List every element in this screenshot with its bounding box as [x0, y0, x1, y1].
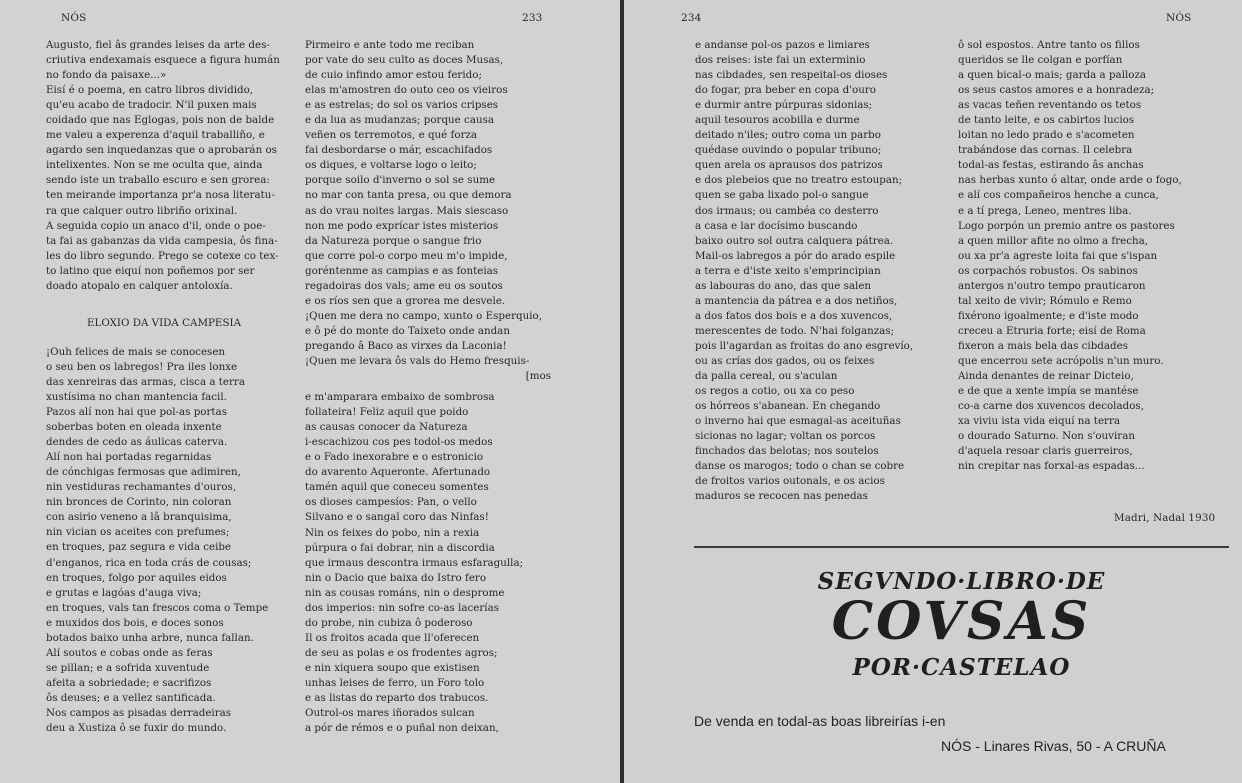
text-line: Outrol-os mares iñorados sulcan — [305, 707, 475, 720]
text-line: afeita a sobriedade; e sacrifizos — [46, 676, 212, 689]
text-line: do probe, nin cubiza ô poderoso — [305, 616, 473, 629]
text-line: qu'eu acabo de tradocir. N'il puxen mais — [46, 99, 257, 112]
text-line: loitan no ledo prado e s'acometen — [958, 129, 1135, 142]
text-line: as causas conocer da Natureza — [305, 421, 468, 434]
right-page — [624, 0, 1242, 783]
text-line: dos imperios: nin sofre co-as lacerías — [305, 601, 500, 614]
text-line: nas cibdades, sen respeital-os dioses — [695, 69, 888, 82]
text-line: Nos campos as pisadas derradeiras — [46, 706, 232, 719]
text-line: e dos plebeios que no treatro estoupan; — [695, 174, 903, 187]
text-line: creceu a Etruria forte; eisí de Roma — [958, 324, 1146, 337]
text-line: dos reises: iste fai un exterminio — [695, 54, 866, 67]
page-number: 234 — [681, 12, 702, 24]
text-line: do fogar, pra beber en copa d'ouro — [695, 84, 876, 97]
text-line: se pillan; e a sofrida xuventude — [46, 661, 210, 674]
text-line: trabándose das cornas. Il celebra — [958, 144, 1133, 157]
text-line: quédase ouvindo o popular tribuno; — [695, 144, 882, 157]
text-line: elas m'amostren do outo ceo os vieiros — [305, 84, 508, 97]
text-line: os diques, e voltarse logo o leito; — [305, 159, 477, 172]
book-advertisement — [694, 568, 1229, 698]
text-line: que irmaus descontra irmaus esfaragulla; — [305, 556, 524, 569]
text-line: deitado n'iles; outro coma un parbo — [695, 129, 881, 142]
text-line: todal-as festas, estirando âs anchas — [958, 159, 1144, 172]
poem-block — [305, 390, 555, 736]
text-line: os hórreos s'abanean. En chegando — [695, 400, 881, 413]
text-line: de cuio infindo amor estou ferido; — [305, 69, 482, 82]
text-column-2 — [305, 38, 555, 736]
text-line: e durmir antre púrpuras sidonias; — [695, 99, 873, 112]
text-line: porque soilo d'inverno o sol se sume — [305, 174, 496, 187]
text-line: coidado que nas Eglogas, pois non de balde — [46, 114, 275, 127]
text-line: sicionas no lagar; voltan os porcos — [695, 430, 876, 443]
signature-dateline: Madri, Nadal 1930 — [1114, 512, 1216, 524]
text-line: i-escachizou cos pes todol-os medos — [305, 436, 493, 449]
text-line: A seguida copio un anaco d'il, onde o poe- — [46, 219, 266, 232]
text-line: nin vestiduras rechamantes d'ouros, — [46, 481, 237, 494]
text-line: Alí soutos e cobas onde as feras — [46, 646, 213, 659]
text-line: ¡Ouh felices de mais se conocesen — [46, 345, 226, 358]
text-line: follateira! Feliz aquil que poido — [305, 406, 469, 419]
ad-title-author: POR·CASTELAO — [852, 654, 1071, 681]
ad-title-main: COVSAS — [831, 591, 1092, 652]
text-column-2 — [958, 38, 1220, 474]
text-line: púrpura o fai dobrar, nin a discordia — [305, 541, 495, 554]
text-line: e andanse pol-os pazos e limiares — [695, 39, 870, 51]
text-line: pois ll'agardan as froitas do ano esgrevío, — [695, 339, 914, 352]
text-line: deu a Xustiza ô se fuxir do mundo. — [46, 722, 227, 735]
text-column-1 — [695, 38, 965, 504]
text-line: ra que calquer outro libriño orixinal. — [46, 204, 238, 217]
text-line: tal xeito de vivir; Rómulo e Remo — [958, 294, 1132, 307]
text-line: as labouras do ano, das que salen — [695, 279, 872, 292]
text-line: xa viviu ista vida eiquí na terra — [958, 415, 1121, 428]
text-line: e o Fado inexorabre e o estronicio — [305, 451, 484, 464]
text-line: a dos fatos dos bois e a dos xuvencos, — [695, 309, 893, 322]
text-line: Augusto, fiel âs grandes leises da arte des- — [46, 39, 270, 51]
text-line: tamén aquil que coneceu somentes — [305, 481, 489, 494]
text-line: de tanto leite, e os cabirtos lucios — [958, 114, 1135, 127]
running-header: NÓS — [61, 12, 87, 24]
text-line: nin vician os aceites con prefumes; — [46, 526, 230, 539]
text-line: os regos a cotio, ou xa co peso — [695, 385, 855, 398]
text-line: finchados das belotas; nos soutelos — [695, 445, 879, 458]
text-line: por vate do seu culto as doces Musas, — [305, 54, 504, 67]
text-line: quen se gaba lixado pol-o sangue — [695, 189, 869, 202]
text-line: nin o Dacio que baixa do Istro fero — [305, 571, 487, 584]
text-line: e os ríos sen que a grorea me desvele. — [305, 294, 506, 307]
text-line: en troques, vals tan frescos coma o Tempe — [46, 601, 269, 614]
text-line: e da lua as mudanzas; porque causa — [305, 114, 495, 127]
text-line: ou xa pr'a agreste loita fai que s'ispan — [958, 249, 1158, 262]
text-line: merescentes de todo. N'hai folganzas; — [695, 324, 895, 337]
text-line: d'enganos, rica en toda crás de cousas; — [46, 556, 252, 569]
text-line: xustísima no chan mantencia facil. — [46, 390, 227, 403]
text-line: nin bronces de Corinto, nin coloran — [46, 496, 232, 509]
text-line: a quen millor afite no olmo a frecha, — [958, 234, 1149, 247]
text-line: queridos se lle colgan e porfían — [958, 54, 1123, 67]
text-line: a quen bical-o mais; garda a palloza — [958, 69, 1147, 82]
text-line: e m'amparara embaixo de sombrosa — [305, 391, 495, 404]
text-line: fixeron a mais bela das cibdades — [958, 339, 1128, 352]
text-column-1 — [46, 38, 292, 736]
text-line: Pirmeiro e ante todo me reciban — [305, 39, 475, 51]
text-line: criutiva endexamais esquece a figura humán — [46, 54, 280, 67]
text-line: en troques, paz segura e vida ceibe — [46, 541, 232, 554]
text-line: Logo porpón un premio antre os pastores — [958, 219, 1175, 232]
text-line: ou as crías dos gados, ou os feixes — [695, 354, 875, 367]
text-line: intelixentes. Non se me oculta que, ainda — [46, 159, 263, 172]
ad-sale-text: De venda en todal-as boas libreirías i-en — [694, 713, 946, 729]
section-title: ELOXIO DA VIDA CAMPESIA — [86, 316, 242, 329]
text-line: e grutas e lagóas d'auga viva; — [46, 586, 202, 599]
text-line: regadoiras dos vals; ame eu os soutos — [305, 279, 503, 292]
text-line: Pazos alí non hai que pol-as portas — [46, 406, 227, 419]
text-line: que encerrou sete acrópolis n'un muro. — [958, 354, 1164, 367]
text-line: dos irmaus; ou cambéa co desterro — [695, 204, 879, 217]
text-line: no fondo da paisaxe...» — [46, 69, 167, 82]
text-line: doado atopalo en calquer antoloxía. — [46, 279, 233, 292]
text-line: Silvano e o sangal coro das Ninfas! — [305, 511, 489, 524]
text-line: as vacas teñen reventando os tetos — [958, 99, 1142, 112]
text-line: sendo iste un traballo escuro e sen grorea: — [46, 174, 270, 187]
text-line: o seu ben os labregos! Pra iles lonxe — [46, 360, 238, 373]
text-line: da Natureza porque o sangue frio — [305, 234, 482, 247]
text-line: Ainda denantes de reinar Dicteio, — [958, 370, 1134, 383]
text-line: e de que a xente impía se mantése — [958, 385, 1139, 398]
text-line: non me podo exprícar istes misterios — [305, 219, 499, 232]
text-line: de seu as polas e os frodentes agros; — [305, 646, 498, 659]
text-line: que corre pol-o corpo meu m'o impide, — [305, 249, 508, 262]
text-line: os seus castos amores e a honradeza; — [958, 84, 1155, 97]
text-line: danse os marogos; todo o chan se cobre — [695, 460, 905, 473]
text-line: maduros se recocen nas penedas — [695, 490, 868, 503]
text-line: botados baixo unha arbre, nunca fallan. — [46, 631, 254, 644]
text-line: dendes de cedo as áulicas caterva. — [46, 436, 228, 449]
text-line: as do vrau noites largas. Mais siescaso — [305, 204, 509, 217]
text-line: ¡Quen me levara ôs vals do Hemo fresquis- — [305, 354, 530, 367]
text-line: e as listas do reparto dos trabucos. — [305, 692, 489, 705]
text-line: da palla cereal, ou s'aculan — [695, 370, 838, 383]
text-line: unhas leises de ferro, un Foro tolo — [305, 676, 485, 689]
text-line: a casa e lar docísimo buscando — [695, 219, 858, 232]
text-line: aquil tesouros acobilla e durme — [695, 114, 860, 127]
text-line: o inverno hai que esmagal-as aceituñas — [695, 415, 901, 428]
text-line: no mar con tanta presa, ou que demora — [305, 189, 512, 202]
text-line: goréntenme as campias e as fonteias — [305, 264, 499, 277]
line-continuation: [mos — [525, 370, 551, 383]
text-line: das xenreiras das armas, cisca a terra — [46, 375, 245, 388]
text-line: ¡Quen me dera no campo, xunto o Esperquio, — [305, 309, 543, 322]
text-line: en troques, folgo por aquiles eidos — [46, 571, 227, 584]
text-line: fai desbordarse o már, escachifados — [305, 144, 493, 157]
text-line: de froitos varios outonals, e os acios — [695, 475, 885, 488]
text-line: do avarento Aqueronte. Afertunado — [305, 466, 491, 479]
text-line: agardo sen inquedanzas que o aprobarán os — [46, 144, 277, 157]
text-line: antergos n'outro tempo prauticaron — [958, 279, 1146, 292]
left-page — [0, 0, 620, 783]
page-number: 233 — [522, 12, 543, 24]
text-line: fixérono igoalmente; e d'iste modo — [958, 309, 1139, 322]
divider-rule — [694, 546, 1229, 548]
text-line: baixo outro sol outra calquera pátrea. — [695, 234, 894, 247]
text-line: co-a carne dos xuvencos decolados, — [958, 400, 1144, 413]
text-line: nin crepitar nas forxal-as espadas... — [958, 460, 1145, 473]
text-line: a terra e d'iste xeito s'emprincipian — [695, 264, 881, 277]
text-line: d'aquela resoar claris guerreiros, — [958, 445, 1133, 458]
running-header: NÓS — [1166, 12, 1192, 24]
text-line: e alí cos compañeiros henche a cunca, — [958, 189, 1159, 202]
text-line: Il os froitos acada que ll'oferecen — [305, 631, 480, 644]
text-line: e a tí prega, Leneo, mentres liba. — [958, 204, 1132, 217]
text-line: veñen os terremotos, e qué forza — [305, 129, 478, 142]
text-line: e muxidos dos bois, e doces sonos — [46, 616, 224, 629]
text-line: e as estrelas; do sol os varios cripses — [305, 99, 499, 112]
text-line: to latino que eiquí non poñemos por ser — [46, 264, 255, 277]
ad-title-top: SEGVNDO·LIBRO·DE — [817, 568, 1106, 595]
text-line: nas herbas xunto ó altar, onde arde o fogo, — [958, 174, 1182, 187]
text-line: les do libro segundo. Prego se cotexe co tex- — [46, 249, 279, 262]
text-line: con asirio veneno a lâ branquisima, — [46, 511, 232, 524]
text-line: ôs deuses; e a vellez santificada. — [46, 691, 216, 704]
text-line: Alí non hai portadas regarnidas — [46, 451, 212, 464]
text-line: os corpachós robustos. Os sabinos — [958, 264, 1138, 277]
text-line: soberbas boten en oleada inxente — [46, 421, 222, 434]
text-line: de cónchigas fermosas que adimiren, — [46, 466, 241, 479]
text-line: o dourado Saturno. Non s'ouviran — [958, 430, 1135, 443]
poem-block — [305, 38, 555, 369]
text-line: ta fai as gabanzas da vida campesia, ôs fina- — [46, 234, 278, 247]
ad-address: NÓS - Linares Rivas, 50 - A CRUÑA — [941, 738, 1166, 754]
text-line: a mantencia da pátrea e a dos netiños, — [695, 294, 898, 307]
text-line: e nin xiquera soupo que existisen — [305, 661, 480, 674]
text-line: ten meirande importanza pr'a nosa literatu- — [46, 189, 275, 202]
text-line: pregando â Baco as virxes da Laconia! — [305, 339, 507, 352]
text-line: os dioses campesíos: Pan, o vello — [305, 496, 477, 509]
text-line: Nin os feixes do pobo, nin a rexia — [305, 526, 480, 539]
text-line: a pór de rémos e o puñal non deixan, — [305, 722, 499, 735]
text-line: quen arela os aprausos dos patrizos — [695, 159, 883, 172]
text-line: Eisí é o poema, en catro libros dividido, — [46, 84, 254, 97]
prose-block — [46, 38, 292, 294]
text-line: Mail-os labregos a pór do arado espile — [695, 249, 896, 262]
text-line: me valeu a experenza d'aquil traballiño, e — [46, 129, 265, 142]
poem-block — [46, 345, 292, 736]
text-line: ô sol espostos. Antre tanto os fillos — [958, 39, 1140, 51]
text-line: nin as cousas románs, nin o desprome — [305, 586, 505, 599]
text-line: e ô pé do monte do Taixeto onde andan — [305, 324, 510, 337]
